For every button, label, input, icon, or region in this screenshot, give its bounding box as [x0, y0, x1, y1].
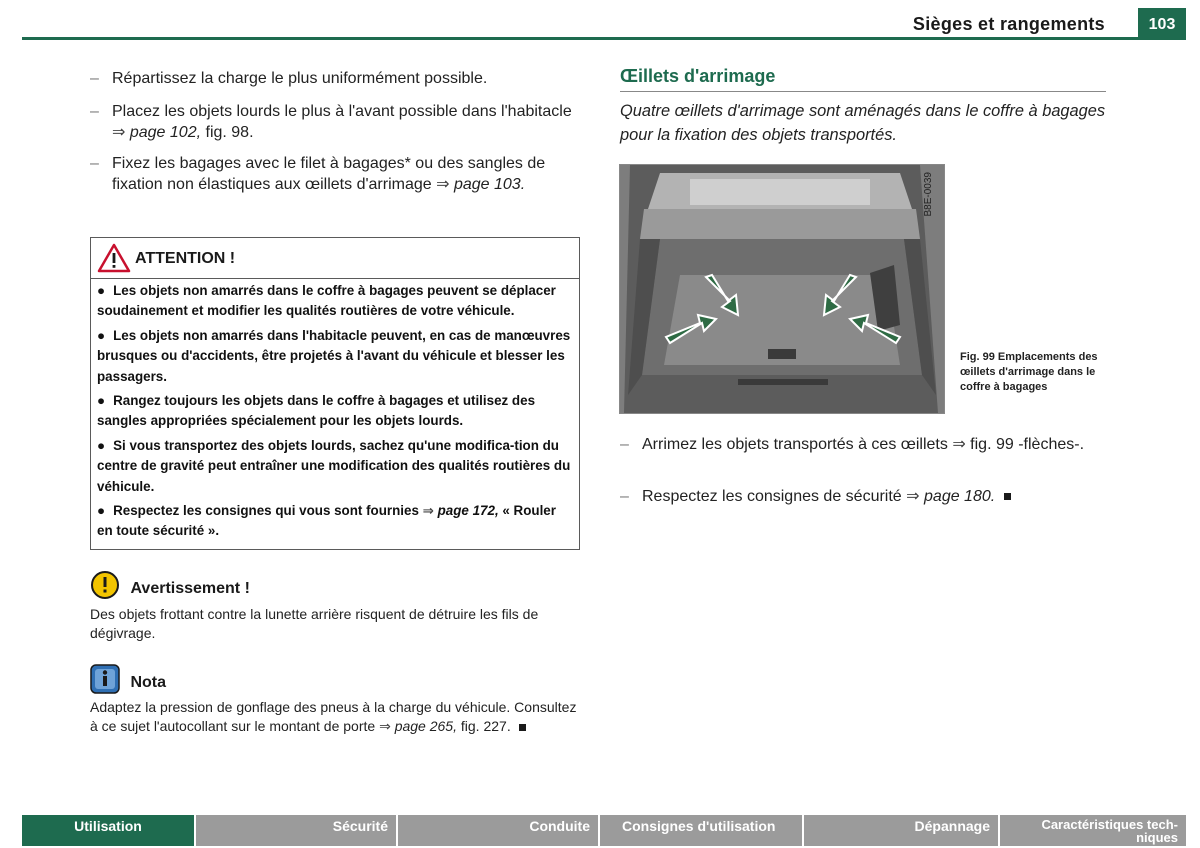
tab-caracteristiques[interactable]: Caractéristiques tech- niques [1000, 815, 1186, 846]
list-item: – Fixez les bagages avec le filet à bagages* ou des sangles de fixation non élastiques aux œillets d'arrimage ⇒ page 103. [90, 155, 546, 193]
nota-heading [90, 664, 166, 694]
arrow-icon: ⇒ [379, 718, 391, 734]
tab-securite[interactable]: Sécurité [196, 815, 398, 846]
arrow-icon: ⇒ [906, 488, 920, 505]
list-item: – Arrimez les objets transportés à ces œillets ⇒ fig. 99 -flèches-. [620, 436, 1085, 453]
list-item-suffix: fig. 98. [201, 124, 254, 141]
trunk-illustration [620, 165, 944, 413]
page-reference-link[interactable]: page 102, [129, 124, 202, 141]
attention-item: ● Respectez les consignes qui vous sont fournies ⇒ page 172, « Rouler en toute sécurité ». [97, 503, 556, 539]
end-mark-icon [519, 724, 526, 731]
list-item: – Respectez les consignes de sécurité ⇒ page 180. [620, 486, 1120, 508]
attention-item: ● Rangez toujours les objets dans le coffre à bagages et utilisez des sangles appropriées spécialement pour les objets lourds. [97, 393, 536, 429]
page-reference-link[interactable]: page 265, [394, 718, 457, 734]
nota-text: Adaptez la pression de gonflage des pneus à la charge du véhicule. Consultez à ce sujet l'autocollant sur le montant de porte ⇒ page 265, fig. 227. [90, 699, 577, 734]
arrow-icon: ⇒ [422, 503, 434, 519]
attention-header [91, 238, 579, 279]
list-item-text: Répartissez la charge le plus uniformément possible. [112, 70, 488, 87]
page-reference-link[interactable]: page 172, [437, 503, 499, 519]
section-lead: Quatre œillets d'arrimage sont aménagés dans le coffre à bagages pour la fixation des objets transportés. [620, 102, 1106, 144]
figure-caption: Fig. 99 Emplacements des œillets d'arrimage dans le coffre à bagages [960, 351, 1098, 393]
avertissement-title: Avertissement ! [130, 580, 250, 597]
footer-nav [22, 815, 1186, 846]
section-title: Œillets d'arrimage [620, 66, 776, 86]
attention-box [90, 237, 580, 550]
list-item: – Placez les objets lourds le plus à l'avant possible dans l'habitacle ⇒ page 102, fig. 98. [90, 103, 572, 141]
tab-conduite[interactable]: Conduite [398, 815, 600, 846]
end-mark-icon [1004, 493, 1011, 500]
arrow-icon: ⇒ [112, 124, 126, 141]
warning-triangle-icon [97, 243, 131, 273]
attention-item: ● Les objets non amarrés dans l'habitacle peuvent, en cas de manœuvres brusques ou d'accidents, être projetés à l'avant du véhicule et blesser les passagers. [97, 327, 571, 384]
figure-code: B8E-0039 [923, 172, 934, 217]
attention-title: ATTENTION ! [135, 250, 236, 267]
arrow-icon: ⇒ [436, 176, 450, 193]
header-rule [22, 37, 1138, 40]
tab-utilisation[interactable]: Utilisation [22, 815, 196, 846]
caution-circle-icon [90, 570, 120, 600]
nota-title: Nota [130, 674, 167, 691]
arrow-icon: ⇒ [952, 436, 966, 453]
page-reference-link[interactable]: page 103. [453, 176, 526, 193]
info-icon [90, 664, 120, 694]
page-number: 103 [1138, 8, 1186, 40]
avertissement-heading [90, 570, 250, 600]
page-reference-link[interactable]: page 180. [924, 488, 996, 505]
page-header-title: Sièges et rangements [912, 14, 1105, 34]
list-item-text: Fixez les bagages avec le filet à bagages* ou des sangles de fixation non élastiques aux œillets d'arrimage [112, 155, 546, 193]
attention-item: ● Si vous transportez des objets lourds, sachez qu'une modifica-tion du centre de gravité peut entraîner une modification des qualités routières du véhicule. [97, 437, 571, 494]
tab-depannage[interactable]: Dépannage [804, 815, 1000, 846]
list-item-text: Placez les objets lourds le plus à l'avant possible dans l'habitacle [112, 103, 572, 120]
section-rule [620, 91, 1106, 92]
list-item: – Répartissez la charge le plus uniformément possible. [90, 68, 580, 89]
attention-item: ● Les objets non amarrés dans le coffre à bagages peuvent se déplacer soudainement et modifier les qualités routières de votre véhicule. [97, 283, 556, 319]
avertissement-text: Des objets frottant contre la lunette arrière risquent de détruire les fils de dégivrage. [90, 606, 539, 641]
tab-consignes[interactable]: Consignes d'utilisation [600, 815, 804, 846]
trunk-figure [619, 164, 945, 414]
